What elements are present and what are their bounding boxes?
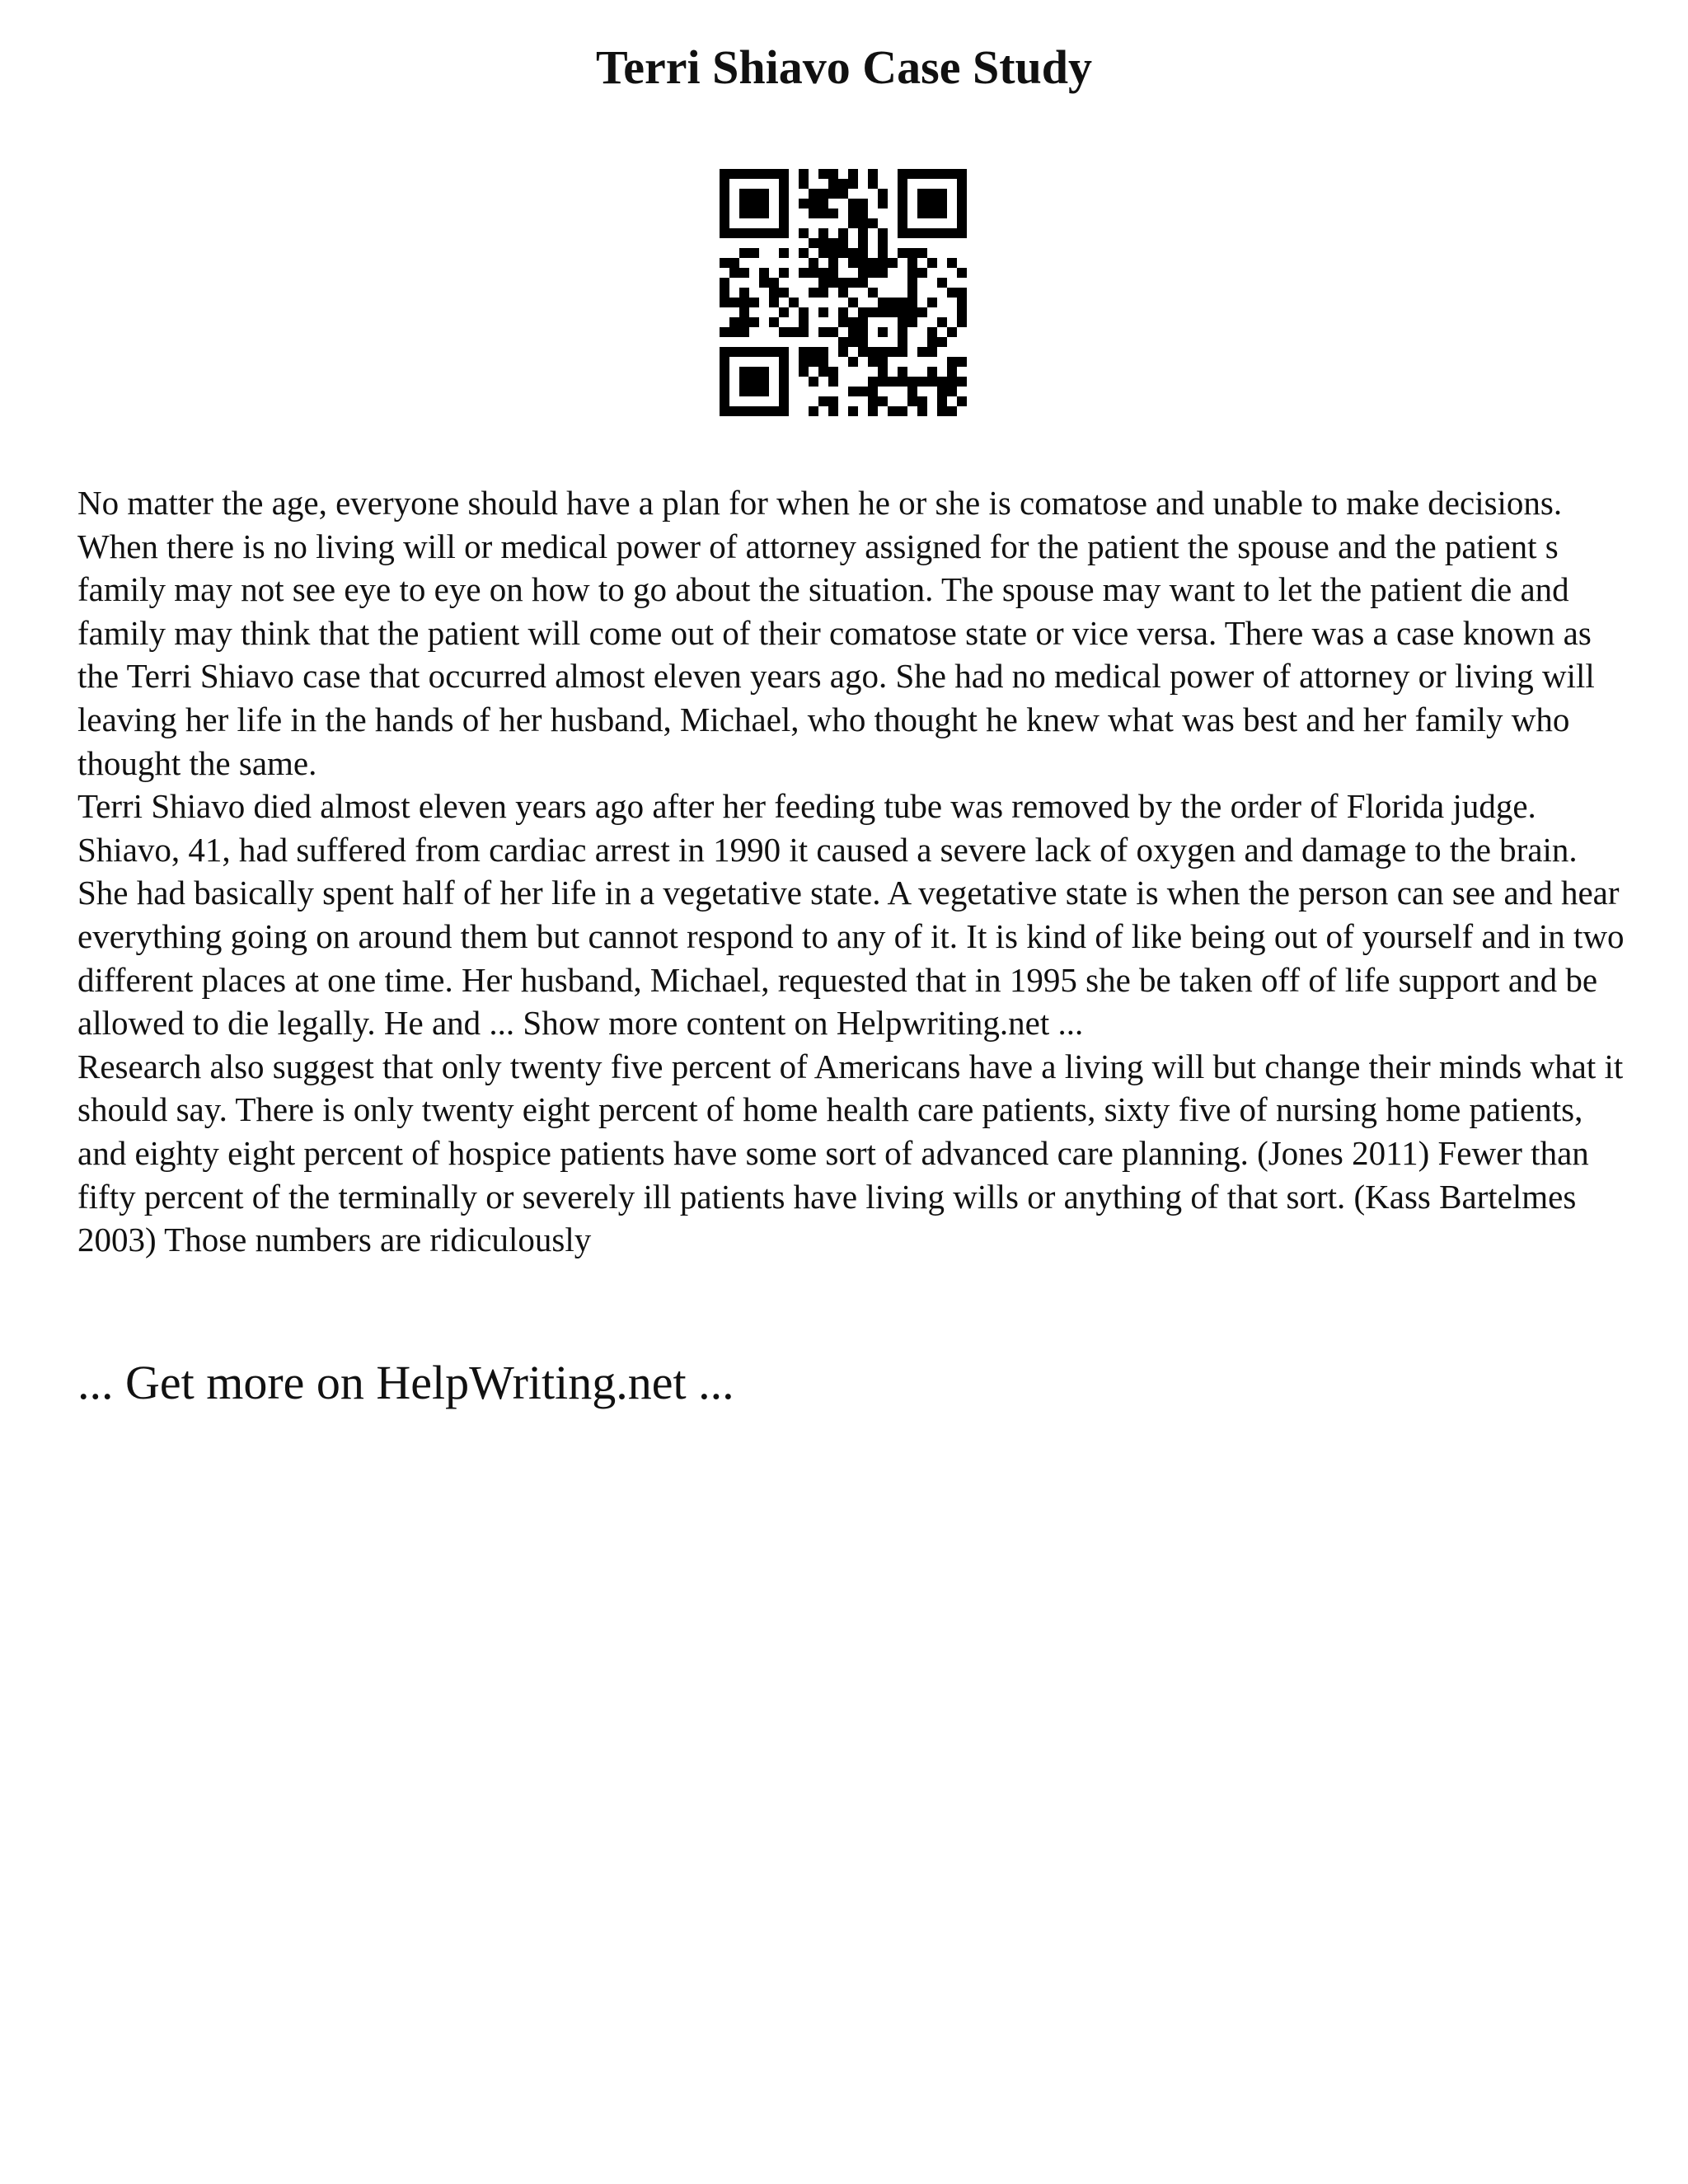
paragraph: No matter the age, everyone should have a plan for when he or she is comatose and unable to make decisions. When there is no living will or medical power of attorney assigned for the patient the spouse and the patient s family may not see eye to eye on how to go about the situation. The spouse may want to let the patient die and family may think that the patient will come out of their comatose state or vice versa. There was a case known as the Terri Shiavo case that occurred almost eleven years ago. She had no medical power of attorney or living will leaving her life in the hands of her husband, Michael, who thought he knew what was best and her family who thought the same. [77, 484, 1595, 782]
paragraph: Research also suggest that only twenty five percent of Americans have a living will but change their minds what it should say. There is only twenty eight percent of home health care patients, sixty five of nursing home patients, and eighty eight percent of hospice patients have some sort of advanced care planning. (Jones 2011) Fewer than fifty percent of the terminally or severely ill patients have living wills or anything of that sort. (Kass Bartelmes 2003) Those numbers are ridiculously [77, 1047, 1624, 1259]
get-more-link[interactable]: ... Get more on HelpWriting.net ... [77, 1356, 734, 1409]
page-title: Terri Shiavo Case Study [595, 40, 1093, 94]
qr-code-icon [720, 169, 967, 416]
paragraph: Terri Shiavo died almost eleven years ago after her feeding tube was removed by the order of Florida judge. Shiavo, 41, had suffered from cardiac arrest in 1990 it caused a severe lack of oxygen and damage to the brain. She had basically spent half of her life in a vegetative state. A vegetative state is when the person can see and hear everything going on around them but cannot respond to any of it. It is kind of like being out of yourself and in two different places at one time. Her husband, Michael, requested that in 1995 she be taken off of life support and be allowed to die legally. He and ... Show more content on Helpwriting.net ... [77, 787, 1625, 1043]
article-body [77, 481, 1627, 1262]
